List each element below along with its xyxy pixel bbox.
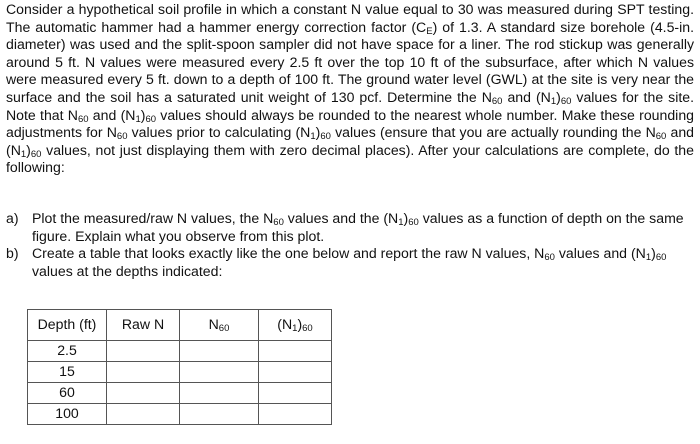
cell-raw-n: [107, 362, 180, 383]
cell-raw-n: [107, 404, 180, 425]
cell-depth: 100: [28, 404, 107, 425]
cell-depth: 60: [28, 383, 107, 404]
cell-n60: [180, 362, 259, 383]
task-a-marker: a): [6, 210, 19, 226]
problem-statement: Consider a hypothetical soil profile in which a constant N value equal to 30 was measured during SPT testing. The automatic hammer had a hammer energy correction factor $(C_E)$ of 1.3. A standard size borehole (4.5-in. diameter) was used and the split-spoon sampler did not have space for a liner. The rod stickup was generally around 5 ft. N values were measured every 2.5 ft over the top 10 ft of the subsurface, after which N values were measured every 5 ft. down to a depth of 100 ft. The ground water level (GWL) at the site is very near the surface and the soil has a saturated unit weight of 130 pcf. Determine the $N_{60}$ and $(N_1)_{60}$ values for the site. Note that $N_{60}$ and $(N_1)_{60}$ values should always be rounded to the nearest whole number. Make these rounding adjustments for $N_{60}$ values prior to calculating $(N_1)_{60}$ values (ensure that you are actually rounding the $N_{60}$ and $(N_1)_{60}$ values, not just displaying them with zero decimal places). After your calculations are complete, do the following:: [6, 1, 695, 176]
cell-raw-n: [107, 383, 180, 404]
header-depth: Depth (ft): [28, 310, 107, 341]
cell-n1-60: [259, 362, 332, 383]
cell-n1-60: [259, 341, 332, 362]
cell-depth: 15: [28, 362, 107, 383]
table-row: [28, 383, 332, 404]
results-table: [27, 309, 332, 425]
task-b-marker: b): [6, 245, 19, 262]
cell-n60: [180, 383, 259, 404]
task-list: [6, 210, 694, 280]
table-header-row: [28, 310, 332, 341]
table-row: [28, 404, 332, 425]
header-n60: $N_{60}$: [180, 310, 259, 341]
cell-n1-60: [259, 404, 332, 425]
task-a: a) Plot the measured/raw N values, the $N_{60}$ values and the $(N_1)_{60}$ values as a function of depth on the same figure. Explain what you observe from this plot.: [6, 210, 684, 244]
header-n1-60: $(N_1)_{60}$: [259, 310, 332, 341]
cell-depth: 2.5: [28, 341, 107, 362]
cell-n1-60: [259, 383, 332, 404]
cell-raw-n: [107, 341, 180, 362]
cell-n60: [180, 404, 259, 425]
cell-n60: [180, 341, 259, 362]
table-row: [28, 341, 332, 362]
task-b: b) Create a table that looks exactly like the one below and report the raw N values, $N_{60}$ values and $(N_1)_{60}$ values at the depths indicated:: [6, 245, 667, 279]
table-row: [28, 362, 332, 383]
header-raw-n: Raw N: [107, 310, 180, 341]
